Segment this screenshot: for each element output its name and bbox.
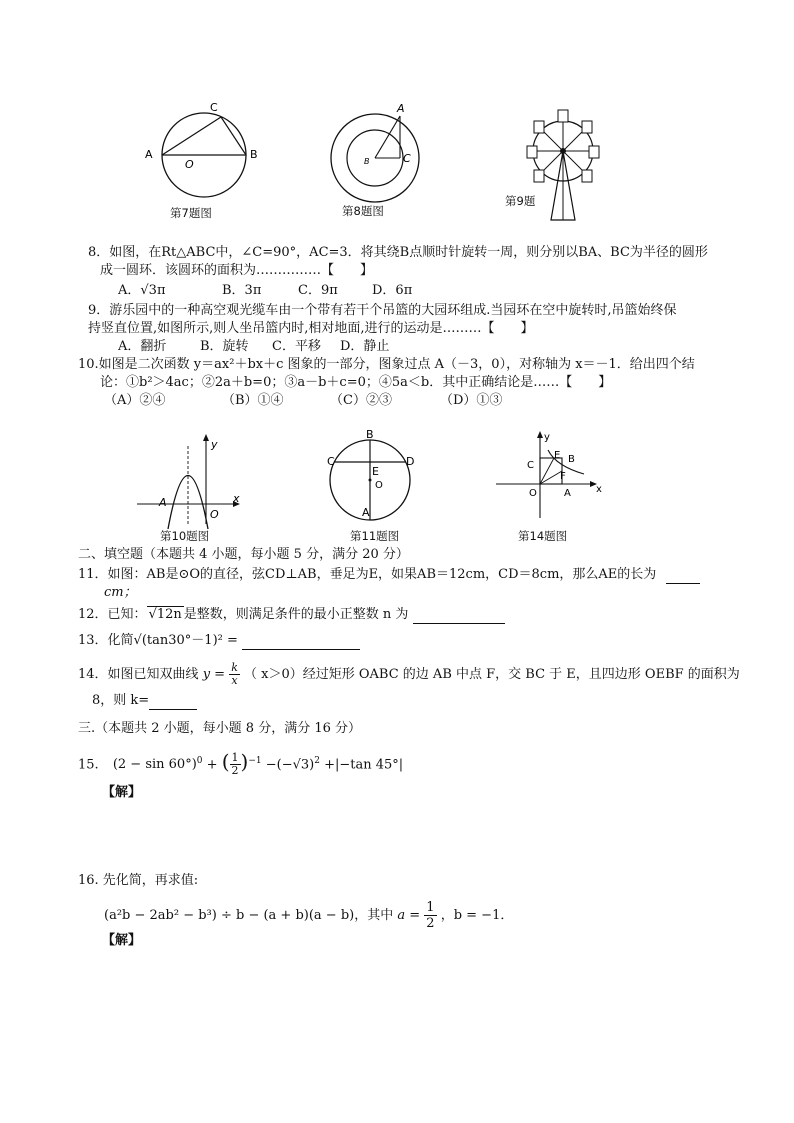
section2-heading: 二、填空题（本题共 4 小题，每小题 5 分，满分 20 分）	[78, 547, 409, 562]
fig14-label-a: A	[564, 488, 571, 499]
fig9-basket-right	[589, 146, 599, 158]
q11-line2: cm；	[104, 585, 137, 600]
q14-numerator: k	[231, 661, 238, 674]
q15-plus1: +	[206, 757, 218, 773]
q12	[78, 606, 505, 624]
q16-line1: 16. 先化简，再求值:	[78, 873, 199, 888]
q10-line1: 10.如图是二次函数 y＝ax²＋bx＋c 图象的一部分，图象过点 A（－3，0），对称轴为 x＝－1．给出四个结	[78, 357, 695, 372]
q8-option-c: C．9π	[298, 283, 338, 298]
q15-expression: 15. $(2 - \sin 60^\circ)^0$ + ( $\frac{1}{2}$ )$^{-1} -(-√3)^2 +|-\tan$ 45°|	[78, 749, 404, 778]
fig9-basket-tr	[582, 121, 592, 133]
fig11-center	[369, 479, 372, 482]
q10-option-c: （C）②③	[330, 393, 392, 408]
fig9-basket-br	[582, 170, 592, 182]
fig9-caption: 第9题	[505, 194, 536, 208]
figure-10	[132, 432, 252, 532]
fig11-label-d: D	[406, 455, 415, 468]
fig8-label-b: B	[364, 157, 370, 166]
q9-option-b: B．旋转	[200, 339, 249, 354]
figure-8	[325, 100, 430, 210]
q15-answer-label: 【解】	[102, 785, 142, 800]
q8-option-d: D．6π	[372, 283, 413, 298]
q10-option-d: （D）①③	[440, 393, 503, 408]
fig14-label-f: F	[560, 471, 566, 482]
q12-prefix: 12．已知：	[78, 607, 147, 622]
q15-part3: −(−√3)	[265, 757, 315, 773]
q14-middle: （ x＞0）经过矩形 OABC 的边 AB 中点 F，交 BC 于 E，且四边形 OEBF 的面积为	[244, 667, 740, 682]
q9-option-a: A．翻折	[118, 339, 167, 354]
fig9-basket-bl	[534, 170, 544, 182]
q16-frac-den: 2	[426, 916, 435, 931]
q11-line1	[78, 566, 700, 584]
q9-line1: 9．游乐园中的一种高空观光缆车由一个带有若干个吊篮的大园环组成.当园环在空中旋转时,吊篮始终保	[88, 303, 677, 318]
fig14-label-c: C	[527, 460, 534, 471]
q12-answer-blank[interactable]	[413, 609, 505, 624]
q10-option-a: （A）②④	[104, 393, 166, 408]
q8-option-b: B．3π	[222, 283, 262, 298]
q9-line2: 持竖直位置,如图所示,则人坐吊篮内时,相对地面,进行的运动是………【 】	[88, 321, 534, 336]
q15-frac-num: 1	[231, 751, 239, 765]
q15-label: 15.	[78, 757, 99, 773]
fig14-label-e: E	[554, 450, 561, 461]
q14-answer-blank[interactable]	[149, 695, 197, 710]
fig10-label-x: x	[233, 492, 240, 505]
fig8-caption: 第8题图	[342, 204, 384, 218]
q12-radical: √12n	[148, 607, 182, 622]
q15-part1: (2 − sin 60°)	[112, 757, 197, 773]
fig10-y-arrow	[203, 434, 209, 441]
fig11-label-c: C	[327, 455, 335, 468]
q15-frac-den: 2	[231, 764, 239, 778]
q15-exp2: 2	[314, 756, 320, 766]
fig14-caption: 第14题图	[518, 529, 568, 543]
fig7-label-c: C	[210, 101, 218, 114]
fig14-label-x: x	[596, 484, 602, 495]
fig10-label-a: A	[159, 496, 167, 509]
q15-part4: +|−tan 45°|	[324, 757, 404, 773]
q16-expression: (a²b − 2ab² − b³) ÷ b − (a + b)(a − b)，其中	[104, 908, 394, 923]
fig7-label-b: B	[250, 148, 258, 161]
fig7-label-o: O	[185, 158, 194, 171]
q11-text: 11．如图：AB是⊙O的直径，弦CD⊥AB，垂足为E，如果AB＝12cm，CD＝8cm，那么AE的长为	[78, 567, 657, 582]
q14-line2	[92, 692, 197, 710]
q15-exp-neg1: −1	[248, 756, 262, 766]
fig11-label-a: A	[362, 506, 370, 519]
fig14-y-arrow	[537, 431, 543, 438]
fig9-basket-tl	[534, 121, 544, 133]
q16-a-part: a =	[397, 908, 421, 923]
fig14-label-y: y	[544, 432, 550, 443]
figure-14	[492, 428, 612, 520]
q14-y-eq: y =	[202, 667, 226, 682]
fig8-label-a: A	[397, 102, 405, 115]
q12-suffix: 是整数，则满足条件的最小正整数 n 为	[183, 607, 409, 622]
fig7-label-a: A	[145, 148, 153, 161]
q13	[78, 632, 360, 650]
fig10-caption: 第10题图	[160, 529, 210, 543]
fig10-label-y: y	[211, 438, 218, 451]
q8-line2: 成一圆环．该圆环的面积为……………【 】	[100, 263, 374, 278]
q14-denominator: x	[231, 674, 238, 687]
fig8-label-c: C	[403, 152, 411, 165]
q14-prefix: 14．如图已知双曲线	[78, 667, 199, 682]
fig11-label-o: O	[375, 480, 383, 491]
fig11-label-e: E	[372, 465, 379, 478]
fig14-label-b: B	[568, 454, 575, 465]
fig14-label-o: O	[529, 488, 537, 499]
fig7-caption: 第7题图	[170, 206, 212, 220]
q11-answer-blank[interactable]	[666, 569, 700, 584]
fig10-label-o: O	[210, 508, 219, 521]
q15-exp0: 0	[196, 756, 203, 766]
fig9-basket-left	[527, 146, 537, 158]
q10-line2: 论：①b²＞4ac；②2a＋b=0；③a－b＋c=0；④5a＜b．其中正确结论是……【 】	[100, 375, 612, 390]
q9-option-c: C．平移	[272, 339, 321, 354]
fig11-caption: 第11题图	[350, 529, 400, 543]
q14-line2-text: 8，则 k=	[92, 693, 150, 708]
q13-expression: √(tan30°－1)² =	[133, 633, 238, 648]
section3-heading: 三.（本题共 2 小题，每小题 8 分，满分 16 分）	[78, 721, 362, 736]
figure-9	[515, 108, 615, 228]
fig7-chord-ac	[162, 117, 221, 155]
q14-line1	[78, 662, 740, 687]
q16-b-part: ，b = −1．	[440, 908, 514, 923]
q16-fraction	[424, 900, 436, 931]
q8-line1: 8．如图，在Rt△ABC中，∠C=90°，AC=3．将其绕B点顺时针旋转一周，则分别以BA、BC为半径的圆形	[88, 245, 708, 260]
q16-frac-num: 1	[426, 900, 435, 915]
q16-answer-label: 【解】	[102, 933, 142, 948]
fig8-line-ba	[375, 116, 400, 158]
q13-prefix: 13．化简	[78, 633, 134, 648]
fig7-chord-cb	[221, 117, 246, 155]
figure-7	[140, 100, 270, 220]
fig11-label-b: B	[366, 430, 374, 441]
q16-expression-line	[104, 900, 513, 930]
q10-option-b: （B）①④	[222, 393, 284, 408]
q13-answer-blank[interactable]	[242, 635, 360, 650]
q8-option-a: A．√3π	[118, 283, 166, 298]
q15-fraction	[230, 752, 241, 777]
q14-fraction	[229, 662, 240, 687]
fig9-basket-top	[558, 110, 568, 122]
figure-11	[322, 430, 422, 530]
q9-option-d: D．静止	[340, 339, 390, 354]
